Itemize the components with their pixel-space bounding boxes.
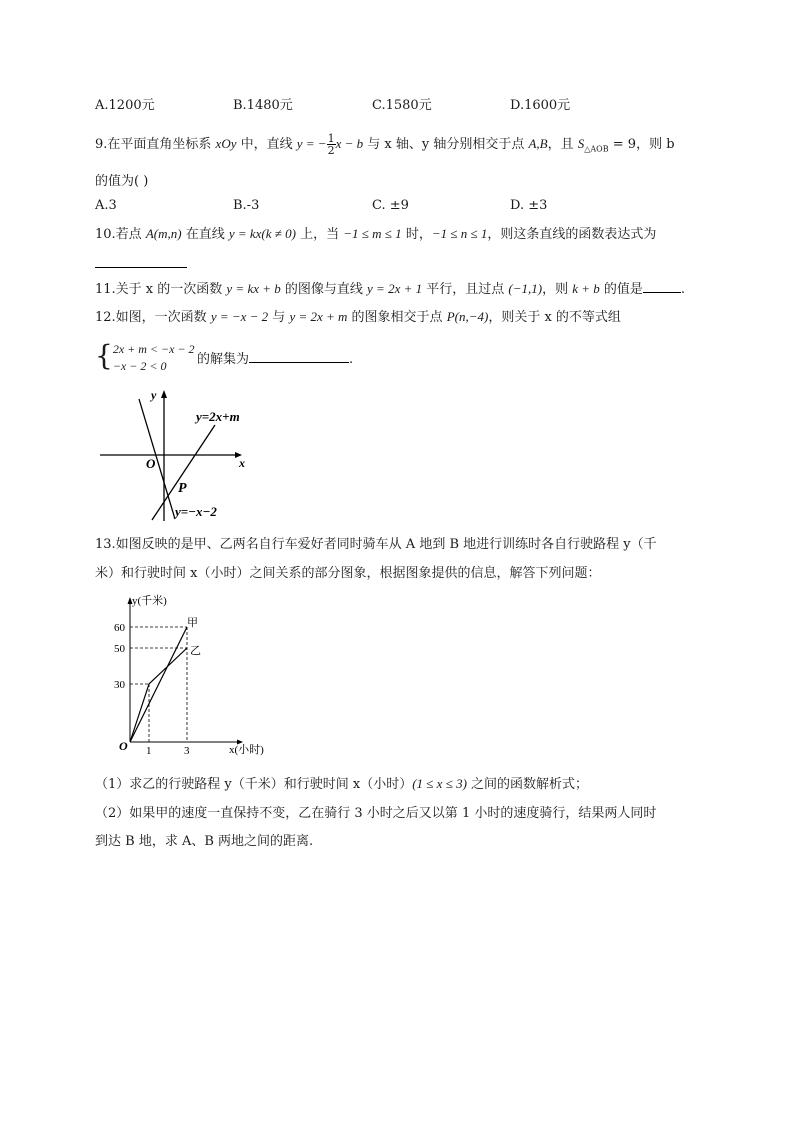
q10-stem bbox=[95, 226, 656, 243]
q13-ytick-30: 30 bbox=[114, 679, 125, 691]
q9-option-d: D. ±3 bbox=[510, 198, 548, 213]
q8-option-d: D.1600元 bbox=[510, 98, 571, 113]
q10-line: y = kx(k ≠ 0) bbox=[228, 226, 296, 241]
q13-ytick-50: 50 bbox=[114, 643, 125, 655]
q9-points: A,B bbox=[528, 136, 548, 151]
q12-point-label: P bbox=[178, 481, 187, 496]
q10-answer-blank[interactable] bbox=[95, 255, 187, 268]
q12-text: 的图象相交于点 bbox=[347, 310, 447, 325]
q13-sub2-line2: 到达 B 地，求 A、B 两地之间的距离. bbox=[95, 834, 314, 849]
q13-stem-line1: 13.如图反映的是甲、乙两名自行车爱好者同时骑车从 A 地到 B 地进行训练时各自行驶路程 y（千 bbox=[95, 537, 657, 552]
q8-option-b: B.1480元 bbox=[233, 98, 293, 113]
q12-ineq2: −x − 2 < 0 bbox=[112, 359, 167, 373]
q9-text: 中，直线 bbox=[236, 137, 297, 152]
q11-text: ，则 bbox=[542, 282, 573, 297]
q13-ytick-60: 60 bbox=[114, 622, 125, 634]
q9-stem-line2: 的值为( ) bbox=[95, 174, 149, 189]
q12-end: . bbox=[349, 352, 354, 367]
q12-line-pos-label: y=2x+m bbox=[196, 409, 240, 424]
q9-option-a: A.3 bbox=[95, 198, 117, 213]
q13-x-label: x(小时) bbox=[229, 744, 264, 756]
q13-sub1 bbox=[95, 776, 588, 793]
q13-label-jia: 甲 bbox=[187, 617, 198, 629]
q10-text: 时， bbox=[401, 227, 432, 242]
q12-y-label: y bbox=[151, 388, 157, 402]
q9-text: 9.在平面直角坐标系 bbox=[95, 137, 216, 152]
q9-xoy: xOy bbox=[215, 136, 237, 151]
q13-origin-label: O bbox=[119, 739, 128, 753]
q13-sub2-line1: （2）如果甲的速度一直保持不变，乙在骑行 3 小时之后又以第 1 小时的速度骑行，结果两人同时 bbox=[95, 806, 657, 821]
q9-option-c: C. ±9 bbox=[372, 198, 409, 213]
q12-text: 与 bbox=[268, 310, 290, 325]
q13-y-label: y(千米) bbox=[132, 595, 167, 607]
q11-answer-blank[interactable] bbox=[643, 280, 681, 293]
q12-x-label: x bbox=[239, 456, 245, 470]
q12-inequalities bbox=[113, 341, 195, 375]
q12-graph bbox=[95, 385, 265, 525]
q9-text: 与 x 轴、y 轴分别相交于点 bbox=[363, 137, 529, 152]
q10-text: 在直线 bbox=[181, 227, 229, 242]
q13-line-jia bbox=[130, 627, 187, 742]
q12-origin-label: O bbox=[146, 456, 156, 471]
q13-sub1-text: （1）求乙的行驶路程 y（千米）和行驶时间 x（小时） bbox=[95, 777, 413, 792]
q11-end: . bbox=[680, 282, 686, 297]
q8-option-c: C.1580元 bbox=[372, 98, 432, 113]
q11-text: 的图像与直线 bbox=[280, 282, 368, 297]
q12-stem-line1 bbox=[95, 309, 621, 326]
q9-frac-den: 2 bbox=[327, 144, 335, 157]
q9-eq-rhs: x − b bbox=[335, 136, 364, 151]
q9-option-b: B.-3 bbox=[233, 198, 260, 213]
q9-eq-lhs: y = − bbox=[296, 136, 327, 151]
q9-text: ，则 b bbox=[636, 137, 675, 152]
q9-area-val: = 9 bbox=[608, 137, 637, 152]
q12-stem-line2 bbox=[197, 350, 353, 368]
q12-f2: y = 2x + m bbox=[289, 309, 348, 324]
q12-brace: { bbox=[95, 339, 113, 372]
q12-inequality-system bbox=[95, 340, 195, 380]
q13-sub1-text: 之间的函数解析式； bbox=[466, 777, 589, 792]
q10-text: 10.若点 bbox=[95, 227, 146, 242]
q9-frac-num: 1 bbox=[327, 132, 335, 145]
q12-f1: y = −x − 2 bbox=[210, 309, 269, 324]
q10-cond1: −1 ≤ m ≤ 1 bbox=[343, 226, 402, 241]
q8-option-a: A.1200元 bbox=[95, 98, 155, 113]
q13-xtick-1: 1 bbox=[146, 745, 152, 757]
q12-point: P(n,−4) bbox=[446, 309, 489, 324]
q12-y-arrow bbox=[161, 390, 167, 398]
q11-f2: y = 2x + 1 bbox=[367, 281, 423, 296]
q12-text: 12.如图，一次函数 bbox=[95, 310, 211, 325]
q11-text: 11.关于 x 的一次函数 bbox=[95, 282, 227, 297]
q9-stem-line1 bbox=[95, 133, 675, 158]
q12-line-neg bbox=[139, 399, 175, 519]
q10-point: A(m,n) bbox=[145, 226, 182, 241]
q12-line-neg-label: y=−x−2 bbox=[175, 504, 217, 519]
q11-point: (−1,1) bbox=[508, 281, 543, 296]
q12-answer-blank[interactable] bbox=[249, 350, 349, 363]
q13-label-yi: 乙 bbox=[190, 645, 201, 657]
q9-area: S bbox=[577, 136, 585, 151]
q9-fraction bbox=[327, 133, 336, 156]
q10-text: ，则这条直线的函数表达式为 bbox=[487, 227, 657, 242]
q11-stem bbox=[95, 280, 685, 298]
q10-cond2: −1 ≤ n ≤ 1 bbox=[431, 226, 488, 241]
q11-text: 平行，且过点 bbox=[422, 282, 509, 297]
q13-line-yi bbox=[130, 648, 187, 742]
q13-stem-line2: 米）和行驶时间 x（小时）之间关系的部分图象，根据图象提供的信息，解答下列问题： bbox=[95, 566, 601, 581]
q12-text: 的解集为 bbox=[197, 352, 250, 367]
q13-sub1-cond: (1 ≤ x ≤ 3) bbox=[412, 776, 467, 791]
q10-text: 上，当 bbox=[295, 227, 344, 242]
q11-expr: k + b bbox=[572, 281, 600, 296]
q11-text: 的值是 bbox=[599, 282, 643, 297]
q12-ineq1: 2x + m < −x − 2 bbox=[112, 342, 195, 356]
q9-text: ，且 bbox=[547, 137, 578, 152]
q13-graph bbox=[110, 590, 280, 760]
q12-text: ，则关于 x 的不等式组 bbox=[488, 310, 621, 325]
q9-area-sub: △AOB bbox=[584, 144, 609, 154]
q11-f1: y = kx + b bbox=[226, 281, 281, 296]
q13-xtick-3: 3 bbox=[184, 745, 190, 757]
